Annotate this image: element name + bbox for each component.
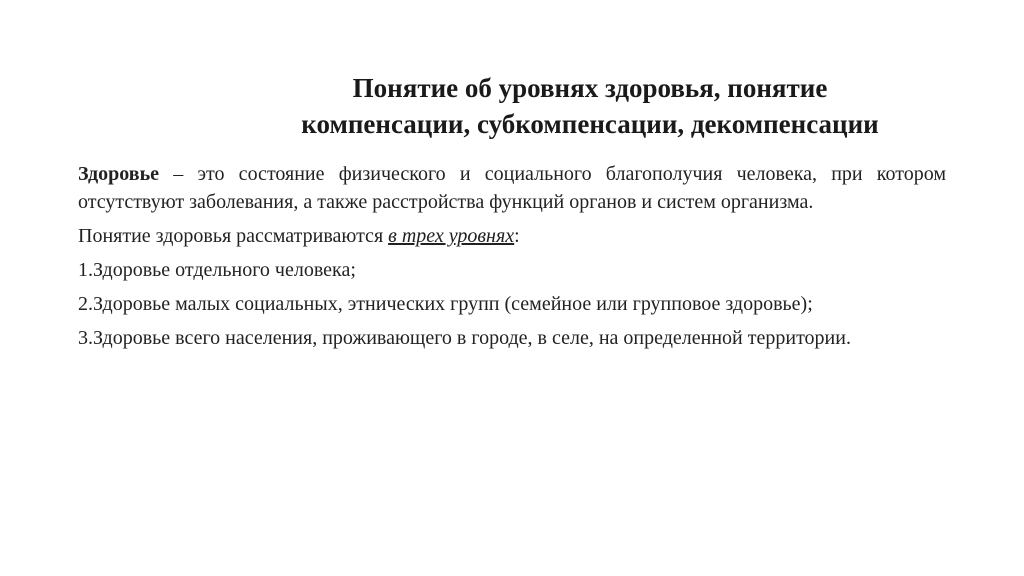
list-item [78, 256, 946, 284]
slide-title [200, 70, 980, 142]
list-item-number: 3. [78, 327, 93, 349]
levels-intro [78, 222, 946, 250]
title-line-2: компенсации, субкомпенсации, декомпенсации [301, 109, 879, 139]
list-item-number: 2. [78, 293, 93, 315]
definition-text: – это состояние физического и социального благополучия человека, при котором отсутствуют заболевания, а также расстройства функций органов и систем организма. [78, 163, 946, 213]
definition-term: Здоровье [78, 163, 160, 185]
list-item [78, 290, 946, 318]
levels-emphasis: в трех уровнях [388, 225, 515, 247]
list-item-text: Здоровье всего населения, проживающего в городе, в селе, на определенной территории. [93, 327, 851, 349]
levels-intro-suffix: : [514, 225, 520, 247]
levels-intro-text: Понятие здоровья рассматриваются [78, 225, 389, 247]
list-item-text: Здоровье малых социальных, этнических групп (семейное или групповое здоровье); [93, 293, 813, 315]
title-line-1: Понятие об уровнях здоровья, понятие [352, 73, 828, 103]
list-item-number: 1. [78, 259, 93, 281]
slide-content [78, 160, 946, 358]
definition-paragraph [78, 160, 946, 216]
list-item-text: Здоровье отдельного человека; [93, 259, 356, 281]
list-item [78, 324, 946, 352]
